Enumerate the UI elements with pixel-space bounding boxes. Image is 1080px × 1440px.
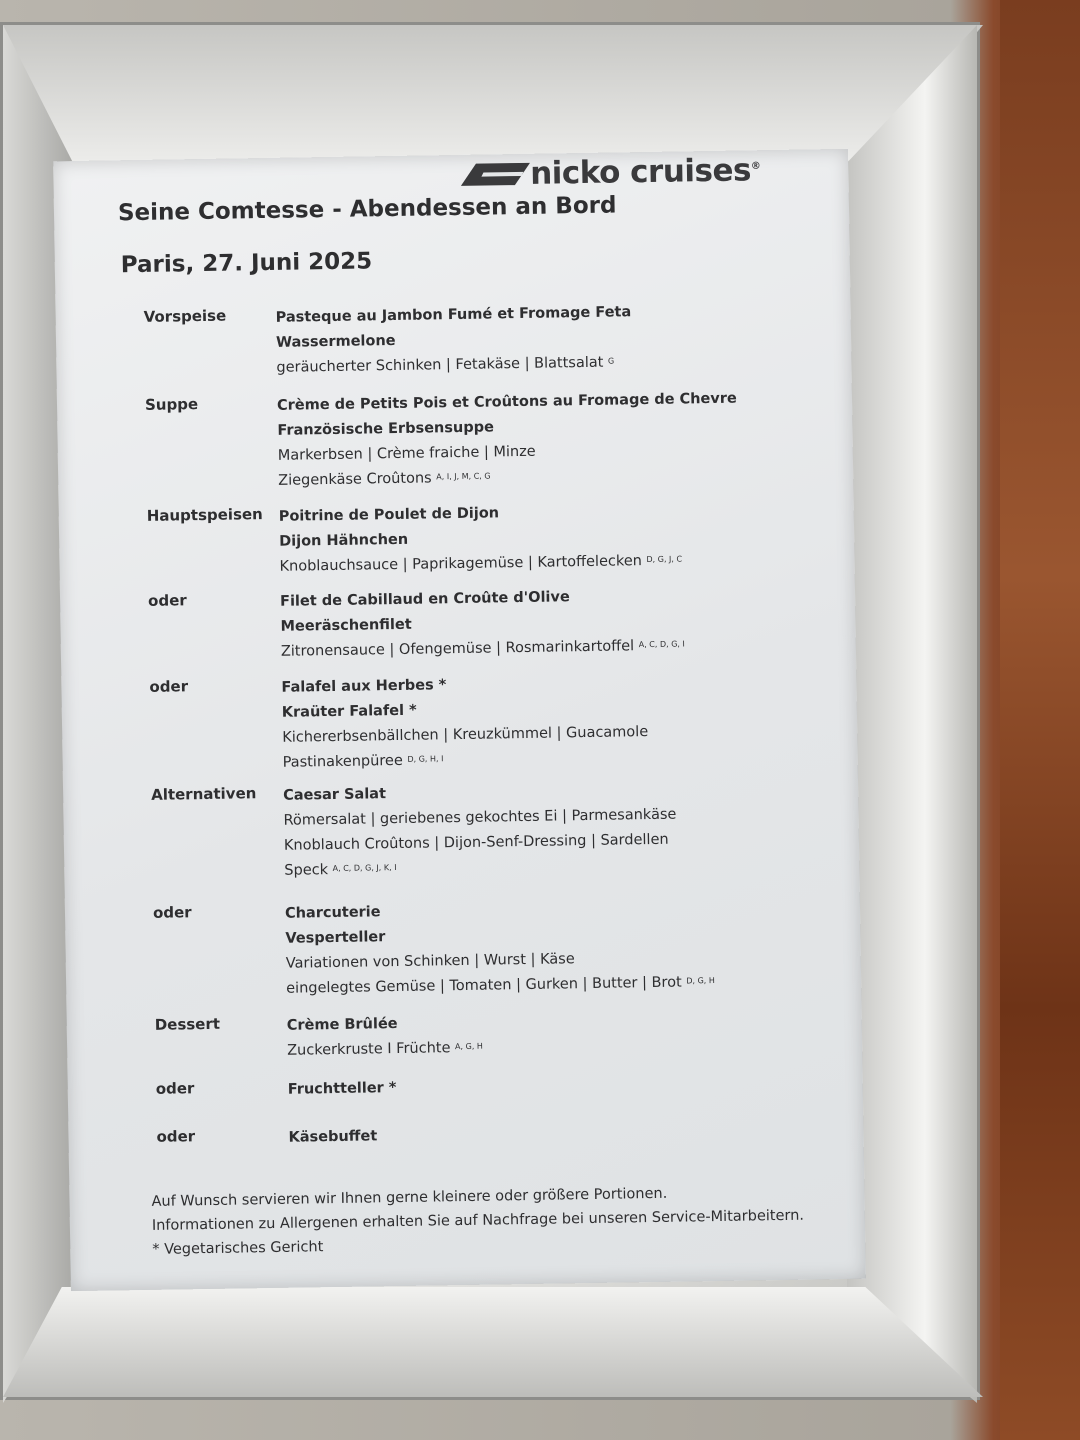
dish-name (288, 1118, 808, 1151)
dish-line-text: Falafel aux Herbes * (281, 677, 447, 696)
dish-line-text: Vesperteller (285, 929, 386, 947)
course-label: oder (155, 1079, 195, 1098)
course-block (154, 1006, 775, 1059)
allergen-codes: D, G, H (686, 976, 715, 986)
menu-date: Paris, 27. Juni 2025 (120, 248, 373, 279)
dish-line-text: Poitrine de Poulet de Dijon (278, 505, 500, 525)
course-label: oder (152, 903, 192, 922)
course-block (147, 582, 768, 660)
dish-line-text: Fruchtteller * (287, 1080, 397, 1098)
dish-line-text: geräucherter Schinken | Fetakäse | Blattsalat (276, 354, 604, 376)
dish-line-text: Zuckerkruste I Früchte (287, 1040, 451, 1059)
course-block (149, 668, 769, 771)
course-block (155, 1070, 776, 1098)
brand-logo-icon (461, 163, 530, 186)
dish-description (279, 497, 800, 580)
course-block (146, 497, 767, 575)
frame-bevel-bottom (3, 1287, 983, 1397)
dish-line-text: Crème Brûlée (286, 1016, 398, 1034)
dish-line-text: Knoblauchsauce | Paprikagemüse | Kartoffelecken (279, 553, 643, 575)
course-block (143, 298, 763, 376)
dish-line-text: Caesar Salat (283, 786, 387, 804)
dish-line-text: Zitronensauce | Ofengemüse | Rosmarinkartoffel (280, 638, 635, 660)
allergen-codes: A, C, D, G, J, K, I (332, 863, 397, 874)
dish-line-text: Pastinakenpüree (282, 752, 403, 771)
dish-description (288, 1070, 808, 1103)
dish-description (281, 668, 803, 776)
course-block (150, 776, 771, 879)
brand-name: nicko cruises (529, 152, 752, 192)
course-label: oder (149, 677, 189, 696)
dish-line-text: Knoblauch Croûtons | Dijon-Senf-Dressing | Sardellen (283, 831, 669, 854)
dish-line-text: Speck (284, 862, 329, 879)
allergen-codes: A, G, H (454, 1041, 483, 1052)
allergen-codes: A, I, J, M, C, G (436, 471, 491, 482)
dish-line-text: Charcuterie (284, 904, 381, 922)
footer-vegetarian-note: * Vegetarisches Gericht (152, 1239, 324, 1258)
frame-bevel-top (3, 25, 983, 165)
dish-line-text: Pasteque au Jambon Fumé et Fromage Feta (275, 304, 632, 326)
brand-logo (468, 152, 761, 193)
dish-description (285, 894, 807, 1002)
menu-footer (151, 1180, 804, 1262)
course-label: Hauptspeisen (146, 505, 263, 525)
course-label: Vorspeise (143, 306, 227, 326)
dish-line-text: Kraüter Falafel * (281, 702, 417, 721)
dish-line-text: Käsebuffet (288, 1128, 378, 1146)
footer-portions-note: Auf Wunsch servieren wir Ihnen gerne kleinere oder größere Portionen. (151, 1185, 668, 1210)
dish-line-text: Meeräschenfilet (280, 616, 412, 635)
course-label: oder (156, 1127, 196, 1146)
dish-line-text: Ziegenkäse Croûtons (278, 470, 432, 489)
dish-name (288, 1070, 808, 1103)
course-block (156, 1118, 776, 1146)
dish-line-text: Variationen von Schinken | Wurst | Käse (285, 951, 575, 972)
course-label: Alternativen (150, 784, 257, 804)
dish-line-text: Römersalat | geriebenes gekochtes Ei | Parmesankäse (283, 806, 677, 829)
dish-description (288, 1118, 808, 1151)
dish-description (277, 386, 799, 494)
dish-line-text: Wassermelone (275, 332, 396, 351)
course-block (144, 386, 765, 489)
dish-line-text: Kichererbsenbällchen | Kreuzkümmel | Guacamole (282, 724, 649, 746)
course-label: Dessert (154, 1014, 221, 1034)
dish-line-text: Dijon Hähnchen (279, 531, 409, 550)
wooden-wall (1000, 0, 1080, 1440)
allergen-codes: D, G, H, I (407, 754, 444, 764)
allergen-codes: D, G, J, C (646, 554, 683, 565)
dish-description (275, 298, 796, 381)
frame-bevel-right (847, 25, 977, 1403)
footer-allergen-note: Informationen zu Allergenen erhalten Sie auf Nachfrage bei unseren Service-Mitarbeitern. (151, 1207, 805, 1234)
menu-sheet (53, 149, 866, 1291)
dish-description (280, 582, 801, 665)
allergen-codes: A, C, D, G, I (638, 639, 685, 650)
allergen-codes: G (607, 356, 615, 366)
dish-line-text: Markerbsen | Crème fraiche | Minze (277, 443, 536, 464)
menu-title: Seine Comtesse - Abendessen an Bord (117, 192, 617, 227)
dish-description (287, 1006, 808, 1064)
dish-line-text: Französische Erbsensuppe (277, 419, 494, 439)
dish-line-text: Filet de Cabillaud en Croûte d'Olive (279, 589, 570, 610)
course-label: Suppe (144, 395, 199, 414)
course-block (152, 894, 773, 997)
dish-description (283, 776, 805, 884)
course-label: oder (147, 591, 187, 610)
dish-line-text: Crème de Petits Pois et Croûtons au Fromage de Chevre (276, 390, 737, 414)
registered-mark: ® (750, 160, 761, 173)
dish-line-text: eingelegtes Gemüse | Tomaten | Gurken | Butter | Brot (286, 974, 682, 997)
